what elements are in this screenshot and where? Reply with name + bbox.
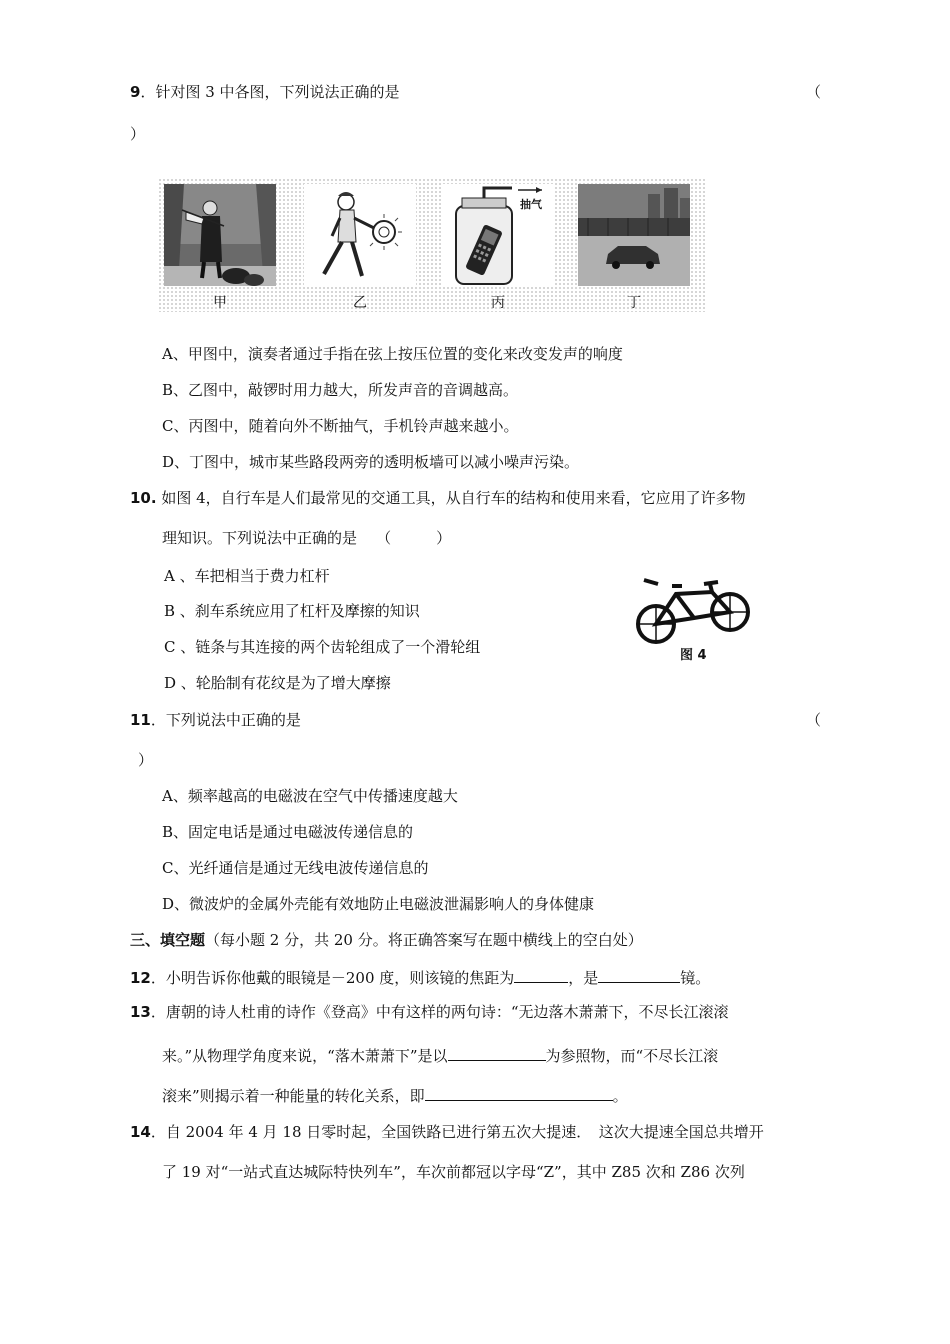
q13-text-line3b: 。	[612, 1087, 628, 1105]
pump-label: 抽气	[520, 198, 542, 211]
q10-number: 10.	[130, 489, 157, 507]
q10-option-c: C 、链条与其连接的两个齿轮组成了一个滑轮组	[164, 638, 481, 656]
q10-option-b: B 、刹车系统应用了杠杆及摩擦的知识	[164, 602, 420, 620]
q10-paren: （ ）	[376, 529, 452, 547]
q9-option-d: D、丁图中，城市某些路段两旁的透明板墙可以减小噪声污染。	[162, 453, 580, 471]
q13-blank-reference[interactable]	[448, 1044, 546, 1061]
q11-paren-close: ）	[138, 751, 154, 769]
q11-option-d: D、微波炉的金属外壳能有效地防止电磁波泄漏影响人的身体健康	[162, 895, 595, 913]
caption-ding: 丁	[627, 295, 641, 311]
figure-4-caption: 图 4	[680, 648, 707, 663]
q11-text: ．下列说法中正确的是	[150, 711, 301, 729]
panel-violinist-image	[164, 184, 276, 286]
q13-text-line2b: 为参照物，而“不尽长江滚	[545, 1047, 719, 1065]
q9-stem	[130, 82, 400, 102]
q9-number: 9	[130, 83, 141, 101]
q14-text-line1: ．自 2004 年 4 月 18 日零时起，全国铁路已进行第五次大提速． 这次大提速全国总共增开	[150, 1123, 764, 1141]
section-3-heading	[130, 930, 643, 950]
q13-blank-energy[interactable]	[425, 1084, 613, 1101]
q13-line1	[130, 1002, 729, 1022]
q11-option-a: A、频率越高的电磁波在空气中传播速度越大	[162, 787, 458, 805]
q9-text: ．针对图 3 中各图，下列说法正确的是	[140, 83, 400, 101]
caption-yi: 乙	[353, 295, 367, 311]
q10-stem-line2	[162, 528, 451, 548]
q14-line2: 了 19 对“一站式直达城际特快列车”，车次前都冠以字母“Z”，其中 Z85 次和 Z86 次列	[162, 1163, 745, 1181]
q9-paren-close: ）	[130, 125, 146, 143]
figure-3	[158, 178, 706, 312]
q12-blank-lens-type[interactable]	[598, 966, 680, 983]
q12-line	[130, 966, 710, 988]
q11-stem	[130, 710, 301, 730]
q12-text-b: ，是	[568, 969, 599, 987]
q13-line3	[162, 1084, 628, 1106]
q13-line2	[162, 1044, 718, 1066]
q12-text-a: ．小明告诉你他戴的眼镜是－200 度，则该镜的焦距为	[150, 969, 515, 987]
q11-number: 11	[130, 711, 151, 729]
q11-paren-open: （	[806, 711, 822, 729]
caption-bing: 丙	[491, 295, 505, 311]
section-3-title: 三、填空题	[130, 931, 206, 949]
q10-text-line2: 理知识。下列说法中正确的是	[162, 529, 358, 547]
q9-option-c: C、丙图中，随着向外不断抽气，手机铃声越来越小。	[162, 417, 519, 435]
section-3-note: （每小题 2 分，共 20 分。将正确答案写在题中横线上的空白处）	[205, 931, 643, 949]
q13-text-line2a: 来。”从物理学角度来说，“落木萧萧下”是以	[162, 1047, 448, 1065]
panel-road-barrier-image	[578, 184, 690, 286]
q10-text-line1: 如图 4，自行车是人们最常见的交通工具，从自行车的结构和使用来看，它应用了许多物	[161, 489, 746, 507]
q9-option-b: B、乙图中，敲锣时用力越大，所发声音的音调越高。	[162, 381, 519, 399]
panel-jar-phone-image	[442, 184, 554, 286]
q11-option-c: C、光纤通信是通过无线电波传递信息的	[162, 859, 429, 877]
q10-option-d: D 、轮胎制有花纹是为了增大摩擦	[164, 674, 391, 692]
q9-paren-open: （	[806, 83, 822, 101]
q12-number: 12	[130, 969, 151, 987]
q14-line1	[130, 1122, 764, 1142]
q10-option-a: A 、车把相当于费力杠杆	[164, 567, 330, 585]
caption-jia: 甲	[213, 295, 227, 311]
q12-text-c: 镜。	[680, 969, 711, 987]
q9-option-a: A、甲图中，演奏者通过手指在弦上按压位置的变化来改变发声的响度	[162, 345, 623, 363]
q13-number: 13	[130, 1003, 151, 1021]
q11-option-b: B、固定电话是通过电磁波传递信息的	[162, 823, 414, 841]
q13-text-line1: ．唐朝的诗人杜甫的诗作《登高》中有这样的两句诗：“无边落木萧萧下，不尽长江滚滚	[150, 1003, 729, 1021]
q14-number: 14	[130, 1123, 151, 1141]
q13-text-line3a: 滚来”则揭示着一种能量的转化关系，即	[162, 1087, 425, 1105]
q12-blank-focal-length[interactable]	[514, 966, 568, 983]
q10-stem-line1	[130, 488, 746, 508]
panel-gong-image	[304, 184, 416, 286]
